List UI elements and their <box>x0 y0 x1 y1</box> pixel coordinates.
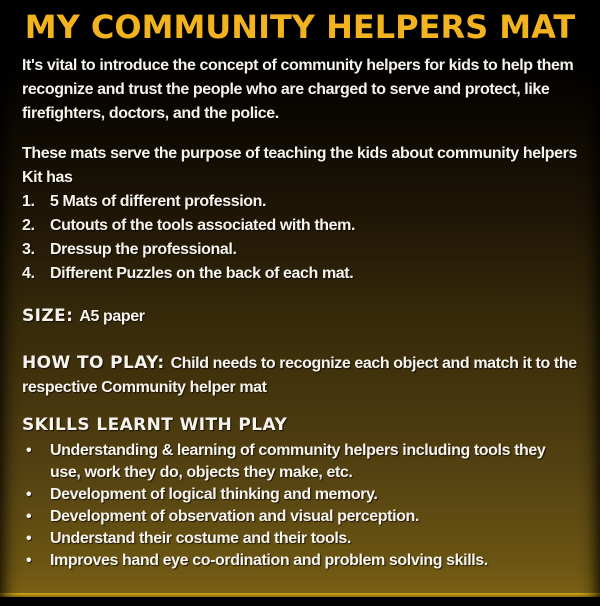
skill-list-item <box>22 484 578 506</box>
kit-list <box>22 190 578 286</box>
skill-item-text: Understand their costume and their tools. <box>50 530 351 547</box>
how-to-play-text: Child needs to recognize each object and match it to the respective Community helper mat <box>22 355 577 396</box>
bullet-icon: • <box>26 508 32 525</box>
kit-item-number: 3. <box>22 241 35 258</box>
kit-item-number: 4. <box>22 265 35 282</box>
kit-list-item <box>22 262 578 286</box>
kit-item-text: 5 Mats of different profession. <box>50 193 267 210</box>
bullet-icon: • <box>26 442 32 459</box>
bullet-icon: • <box>26 530 32 547</box>
kit-item-text: Different Puzzles on the back of each mat. <box>50 265 354 282</box>
kit-item-text: Cutouts of the tools associated with them. <box>50 217 355 234</box>
intro-paragraph: It's vital to introduce the concept of community helpers for kids to help them recognize and trust the people who are charged to serve and protect, like firefighters, doctors, and the police. <box>22 57 574 122</box>
skills-heading: SKILLS LEARNT WITH PLAY <box>22 415 288 435</box>
bullet-icon: • <box>26 486 32 503</box>
kit-item-number: 2. <box>22 217 35 234</box>
kit-has-label: Kit has <box>22 169 73 186</box>
bottom-bar <box>0 597 600 606</box>
bullet-icon: • <box>26 552 32 569</box>
size-value: A5 paper <box>79 308 145 325</box>
size-line <box>22 304 578 329</box>
size-label: SIZE: <box>22 306 74 326</box>
kit-list-item <box>22 214 578 238</box>
skill-list-item <box>22 550 578 572</box>
how-to-play-line <box>22 351 578 400</box>
kit-item-text: Dressup the professional. <box>50 241 237 258</box>
skill-list-item <box>22 506 578 528</box>
purpose-paragraph: These mats serve the purpose of teaching the kids about community helpers <box>22 145 577 162</box>
skill-list-item <box>22 528 578 550</box>
skill-list-item <box>22 440 578 484</box>
skill-item-text: Development of logical thinking and memory. <box>50 486 378 503</box>
skill-item-text: Development of observation and visual perception. <box>50 508 419 525</box>
how-to-play-label: HOW TO PLAY: <box>22 353 165 373</box>
skill-item-text: Improves hand eye co-ordination and problem solving skills. <box>50 552 488 569</box>
skill-item-text: Understanding & learning of community helpers including tools they use, work they do, objects they make, etc. <box>50 442 546 481</box>
page-title: MY COMMUNITY HELPERS MAT <box>24 8 576 46</box>
kit-item-number: 1. <box>22 193 35 210</box>
kit-list-item <box>22 190 578 214</box>
skills-list <box>22 440 578 572</box>
kit-list-item <box>22 238 578 262</box>
